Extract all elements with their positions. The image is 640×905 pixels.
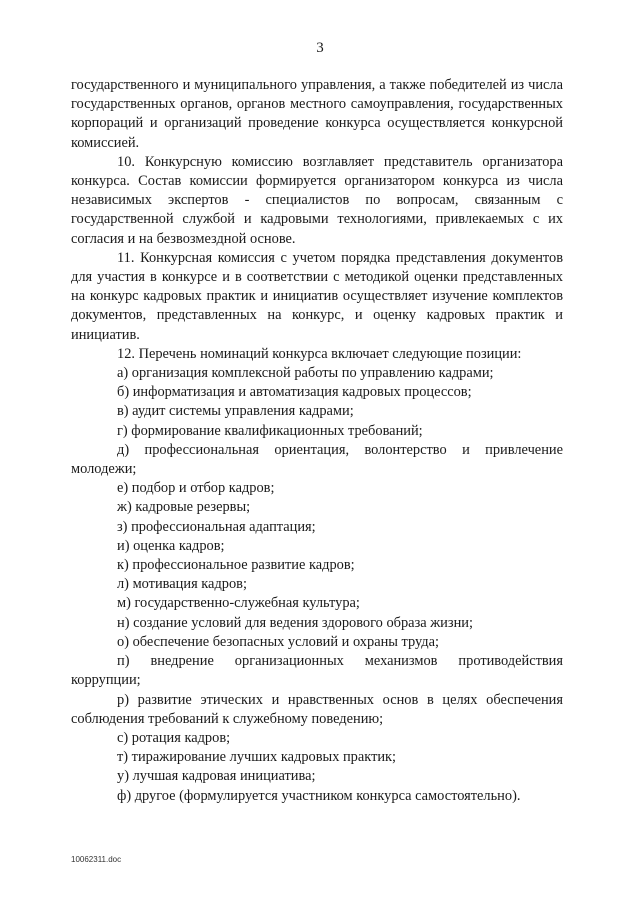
- paragraph-10: 10. Конкурсную комиссию возглавляет представитель организатора конкурса. Состав комиссии формируется организатором конкурса из числа независимых экспертов - специалистов по вопросам, связанным с государственной службой и кадровыми технологиями, привлекаемых с их согласия и на безвозмездной основе.: [71, 153, 563, 247]
- paragraph-continuation: государственного и муниципального управления, а также победителей из числа государственных органов, органов местного самоуправления, государственных корпораций и организаций проведение конкурса осуществляется конкурсной комиссией.: [71, 77, 563, 151]
- list-item-zh: ж) кадровые резервы;: [117, 499, 251, 516]
- list-item-n: н) создание условий для ведения здорового образа жизни;: [117, 614, 473, 631]
- list-item-s: с) ротация кадров;: [117, 729, 231, 746]
- document-body: [71, 76, 563, 806]
- list-item-f: ф) другое (формулируется участником конкурса самостоятельно).: [117, 787, 521, 804]
- list-item-m: м) государственно-служебная культура;: [117, 595, 360, 612]
- list-item-r: р) развитие этических и нравственных основ в целях обеспечения соблюдения требований к служебному поведению;: [71, 691, 563, 727]
- list-item-d: д) профессиональная ориентация, волонтерство и привлечение молодежи;: [71, 441, 563, 478]
- paragraph-12: 12. Перечень номинаций конкурса включает следующие позиции:: [117, 345, 522, 362]
- list-item-u: у) лучшая кадровая инициатива;: [117, 768, 316, 785]
- file-name-footer: 10062311.doc: [71, 855, 122, 864]
- list-item-g: г) формирование квалификационных требований;: [117, 422, 423, 439]
- list-item-e: е) подбор и отбор кадров;: [117, 480, 275, 497]
- list-item-t: т) тиражирование лучших кадровых практик;: [117, 749, 397, 766]
- list-item-v: в) аудит системы управления кадрами;: [117, 403, 354, 420]
- list-item-k: к) профессиональное развитие кадров;: [117, 557, 355, 574]
- list-item-z: з) профессиональная адаптация;: [117, 518, 316, 535]
- page-number: 3: [316, 40, 324, 56]
- list-item-o: о) обеспечение безопасных условий и охраны труда;: [117, 633, 440, 650]
- list-item-l: л) мотивация кадров;: [117, 576, 247, 593]
- list-item-p: п) внедрение организационных механизмов противодействия коррупции;: [71, 653, 563, 689]
- list-item-i: и) оценка кадров;: [117, 537, 225, 554]
- list-item-b: б) информатизация и автоматизация кадровых процессов;: [117, 384, 472, 401]
- list-item-a: а) организация комплексной работы по управлению кадрами;: [117, 365, 494, 382]
- paragraph-11: 11. Конкурсная комиссия с учетом порядка представления документов для участия в конкурсе и в соответствии с методикой оценки представленных на конкурс кадровых практик и инициатив осуществляет изучение комплектов документов, представленных на конкурс, и оценку кадровых практик и инициатив.: [71, 249, 563, 343]
